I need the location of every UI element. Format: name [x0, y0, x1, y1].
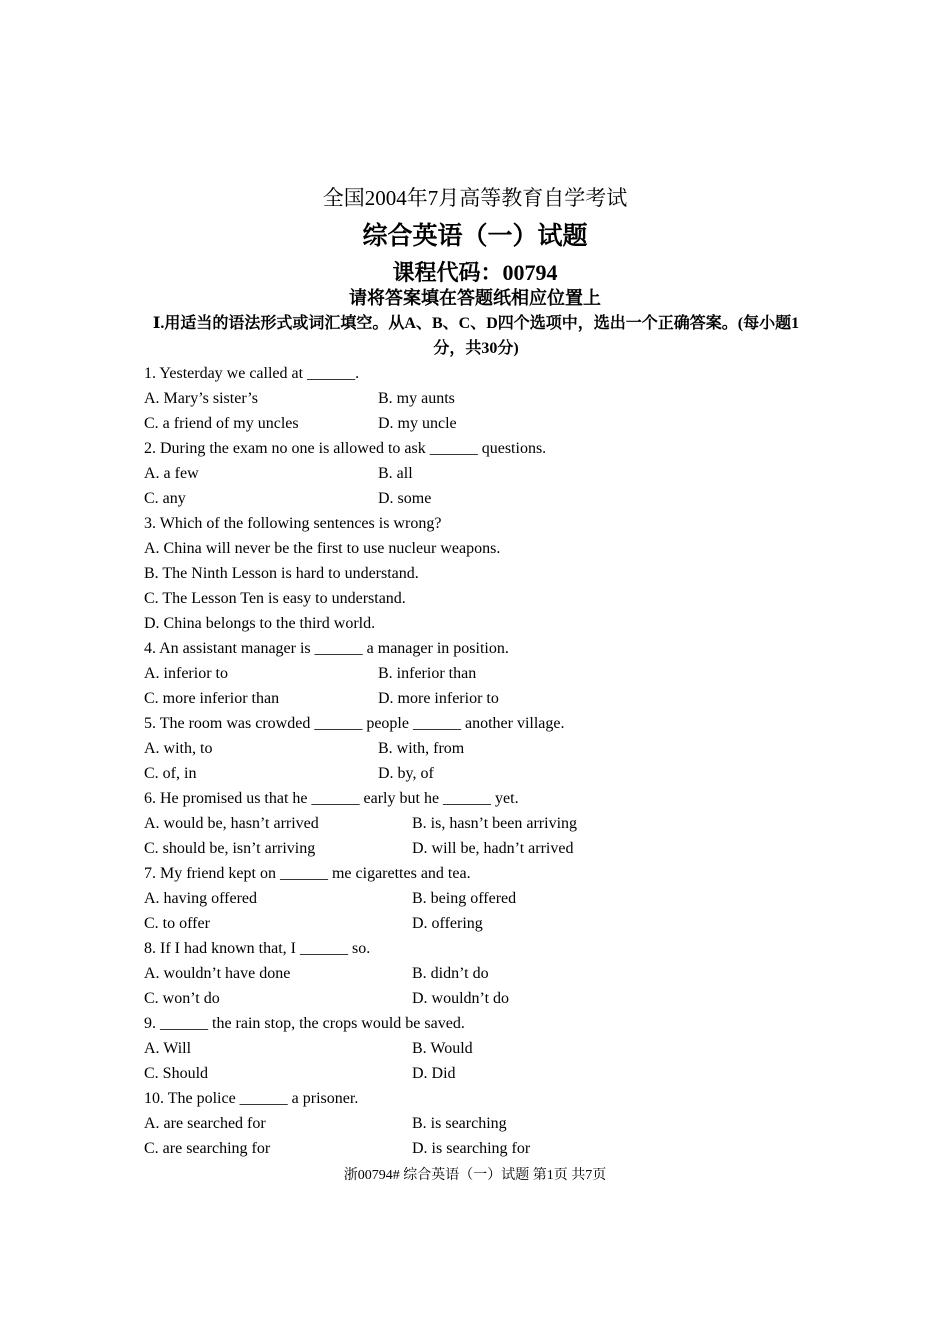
option-d: D. some — [378, 490, 432, 507]
option-a: A. with, to — [144, 740, 213, 757]
option-a: A. China will never be the first to use nucleur weapons. — [144, 540, 501, 557]
option-c: C. of, in — [144, 765, 197, 782]
option-c: C. The Lesson Ten is easy to understand. — [144, 590, 406, 607]
option-c: C. any — [144, 490, 186, 507]
question-stem: 5. The room was crowded ______ people ______ another village. — [144, 715, 565, 732]
option-c: C. are searching for — [144, 1140, 271, 1157]
option-row — [144, 961, 824, 986]
option-a: A. Will — [144, 1040, 192, 1057]
option-row — [144, 736, 824, 761]
option-c: C. more inferior than — [144, 690, 280, 707]
option-row — [144, 486, 824, 511]
option-d: D. is searching for — [412, 1140, 531, 1157]
option-a: A. are searched for — [144, 1115, 266, 1132]
option-row — [144, 886, 824, 911]
question-stem: 6. He promised us that he ______ early but he ______ yet. — [144, 790, 519, 807]
option-a: A. would be, hasn’t arrived — [144, 815, 319, 832]
option-row — [144, 1061, 824, 1086]
exam-line: 全国2004年7月高等教育自学考试 — [322, 186, 628, 210]
question-stem: 4. An assistant manager is ______ a manager in position. — [144, 640, 509, 657]
question-stem: 8. If I had known that, I ______ so. — [144, 940, 371, 957]
option-c: C. won’t do — [144, 990, 220, 1007]
option-row — [144, 386, 824, 411]
option-row — [144, 986, 824, 1011]
option-d: D. Did — [412, 1065, 456, 1082]
option-row — [144, 836, 824, 861]
option-row — [144, 461, 824, 486]
option-row — [144, 1136, 824, 1161]
option-c: C. should be, isn’t arriving — [144, 840, 316, 857]
option-a: A. inferior to — [144, 665, 228, 682]
question-stem: 3. Which of the following sentences is wrong? — [144, 515, 442, 532]
option-c: C. to offer — [144, 915, 210, 932]
option-b: B. is searching — [412, 1115, 507, 1132]
option-b: B. didn’t do — [412, 965, 489, 982]
option-a: A. Mary’s sister’s — [144, 390, 258, 407]
section-instruction: Ⅰ.用适当的语法形式或词汇填空。从A、B、C、D四个选项中，选出一个正确答案。(每小题1分，共30分) — [152, 315, 800, 357]
option-row — [144, 1111, 824, 1136]
page-footer: 浙00794# 综合英语（一）试题 第1页 共7页 — [343, 1168, 607, 1183]
option-d: D. will be, hadn’t arrived — [412, 840, 574, 857]
option-b: B. is, hasn’t been arriving — [412, 815, 578, 832]
option-row — [144, 811, 824, 836]
question-stem: 2. During the exam no one is allowed to ask ______ questions. — [144, 440, 547, 457]
option-c: C. Should — [144, 1065, 209, 1082]
option-d: D. my uncle — [378, 415, 457, 432]
option-b: B. with, from — [378, 740, 465, 757]
question-stem: 10. The police ______ a prisoner. — [144, 1090, 359, 1107]
question-stem: 7. My friend kept on ______ me cigarettes and tea. — [144, 865, 471, 882]
option-b: B. all — [378, 465, 413, 482]
option-d: D. by, of — [378, 765, 434, 782]
option-d: D. wouldn’t do — [412, 990, 510, 1007]
option-row — [144, 761, 824, 786]
answer-note: 请将答案填在答题纸相应位置上 — [349, 288, 601, 308]
option-d: D. China belongs to the third world. — [144, 615, 376, 632]
option-a: A. having offered — [144, 890, 257, 907]
option-b: B. being offered — [412, 890, 517, 907]
option-a: A. a few — [144, 465, 199, 482]
subject-title: 综合英语（一）试题 — [362, 223, 588, 250]
option-d: D. more inferior to — [378, 690, 499, 707]
option-c: C. a friend of my uncles — [144, 415, 299, 432]
question-stem: 9. ______ the rain stop, the crops would be saved. — [144, 1015, 465, 1032]
option-b: B. Would — [412, 1040, 473, 1057]
course-code: 课程代码：00794 — [392, 260, 558, 285]
question-stem: 1. Yesterday we called at ______. — [144, 365, 360, 382]
option-b: B. inferior than — [378, 665, 477, 682]
option-row — [144, 1036, 824, 1061]
option-row — [144, 686, 824, 711]
option-b: B. my aunts — [378, 390, 455, 407]
option-row — [144, 411, 824, 436]
option-d: D. offering — [412, 915, 483, 932]
option-b: B. The Ninth Lesson is hard to understand. — [144, 565, 419, 582]
question-list — [144, 361, 824, 1161]
option-row — [144, 911, 824, 936]
option-row — [144, 661, 824, 686]
option-a: A. wouldn’t have done — [144, 965, 291, 982]
